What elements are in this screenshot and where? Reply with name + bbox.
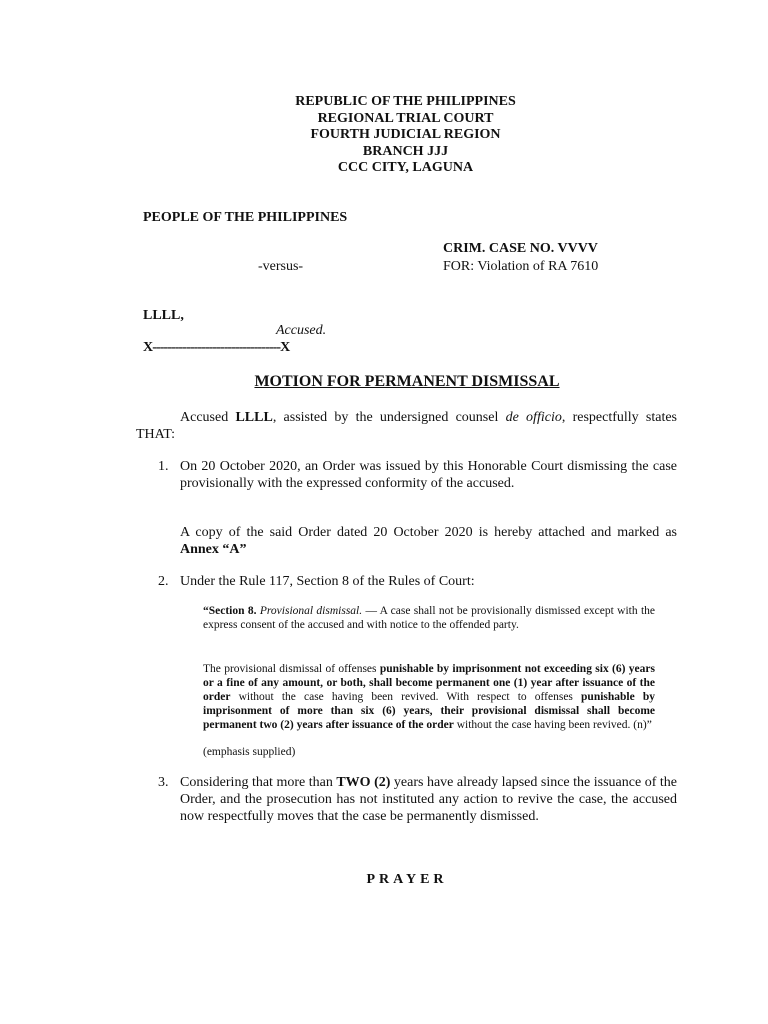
versus-label: -versus- [258,259,304,274]
item-1-annex-paragraph [180,524,677,558]
quote-section-title: Provisional dismissal. [259,605,363,617]
prayer-heading: PRAYER [366,872,448,887]
quote2-text-3: without the case having been revived. (n)” [453,719,652,731]
item-1-text: On 20 October 2020, an Order was issued by this Honorable Court dismissing the case provisionally with the expressed conformity of the accused. [180,459,677,491]
quote-section-8 [203,604,655,632]
intro-text-2: , assisted by the undersigned counsel [272,410,506,425]
case-number: CRIM. CASE NO. VVVV [443,241,598,256]
quote-section-number: “Section 8. [203,605,257,617]
item-3-number: 3. [158,775,169,790]
intro-accused-name: LLLL [235,410,273,425]
plaintiff-name: PEOPLE OF THE PHILIPPINES [143,210,348,225]
intro-text-1: Accused [180,410,236,425]
item-1-copy-text: A copy of the said Order dated 20 October 2020 is hereby attached and marked as [180,525,677,540]
header-line-branch: BRANCH JJJ [362,143,449,159]
header-line-city: CCC CITY, LAGUNA [337,160,474,176]
accused-label: Accused. [276,323,327,338]
intro-paragraph [136,409,677,443]
emphasis-note: (emphasis supplied) [203,746,296,758]
item-2-number: 2. [158,574,169,589]
intro-de-officio: de officio [505,410,562,425]
quote-section-text: — A case shall not be provisionally dismissed except with the express consent of the accused and with notice to the offended party. [203,605,656,631]
intro-text-3: , respectfully states THAT: [136,410,678,442]
document-title: MOTION FOR PERMANENT DISMISSAL [254,373,560,390]
quote2-text-2: without the case having been revived. With respect to offenses [230,691,582,703]
caption-separator: X----------------------------------X [143,340,290,355]
item-3-paragraph [180,774,677,825]
quote2-bold-2: punishable by imprisonment of more than six (6) years, their provisional dismissal shall become permanent two (2) years after issuance of the order [203,691,655,731]
item-1-number: 1. [158,459,169,474]
item-3-text-2: years have already lapsed since the issuance of the Order, and the prosecution has not instituted any action to revive the case, the accused now respectfully moves that the case be permanently dismissed. [180,775,677,824]
annex-label: Annex “A” [180,542,247,557]
header-line-region: FOURTH JUDICIAL REGION [310,127,501,143]
court-header [0,94,768,177]
quote-provisional-dismissal [203,662,655,732]
item-2-text: Under the Rule 117, Section 8 of the Rules of Court: [180,574,475,589]
quote2-bold-1: punishable by imprisonment not exceeding six (6) years or a fine of any amount, or both, shall become permanent one (1) year after issuance of the order [203,663,655,703]
item-3-bold: TWO (2) [336,775,391,790]
header-line-court: REGIONAL TRIAL COURT [317,110,494,126]
item-3-text-1: Considering that more than [180,775,337,790]
quote2-text-1: The provisional dismissal of offenses [203,663,380,675]
header-line-republic: REPUBLIC OF THE PHILIPPINES [295,94,516,109]
accused-name: LLLL, [143,308,184,323]
offense-label: FOR: Violation of RA 7610 [443,259,599,274]
